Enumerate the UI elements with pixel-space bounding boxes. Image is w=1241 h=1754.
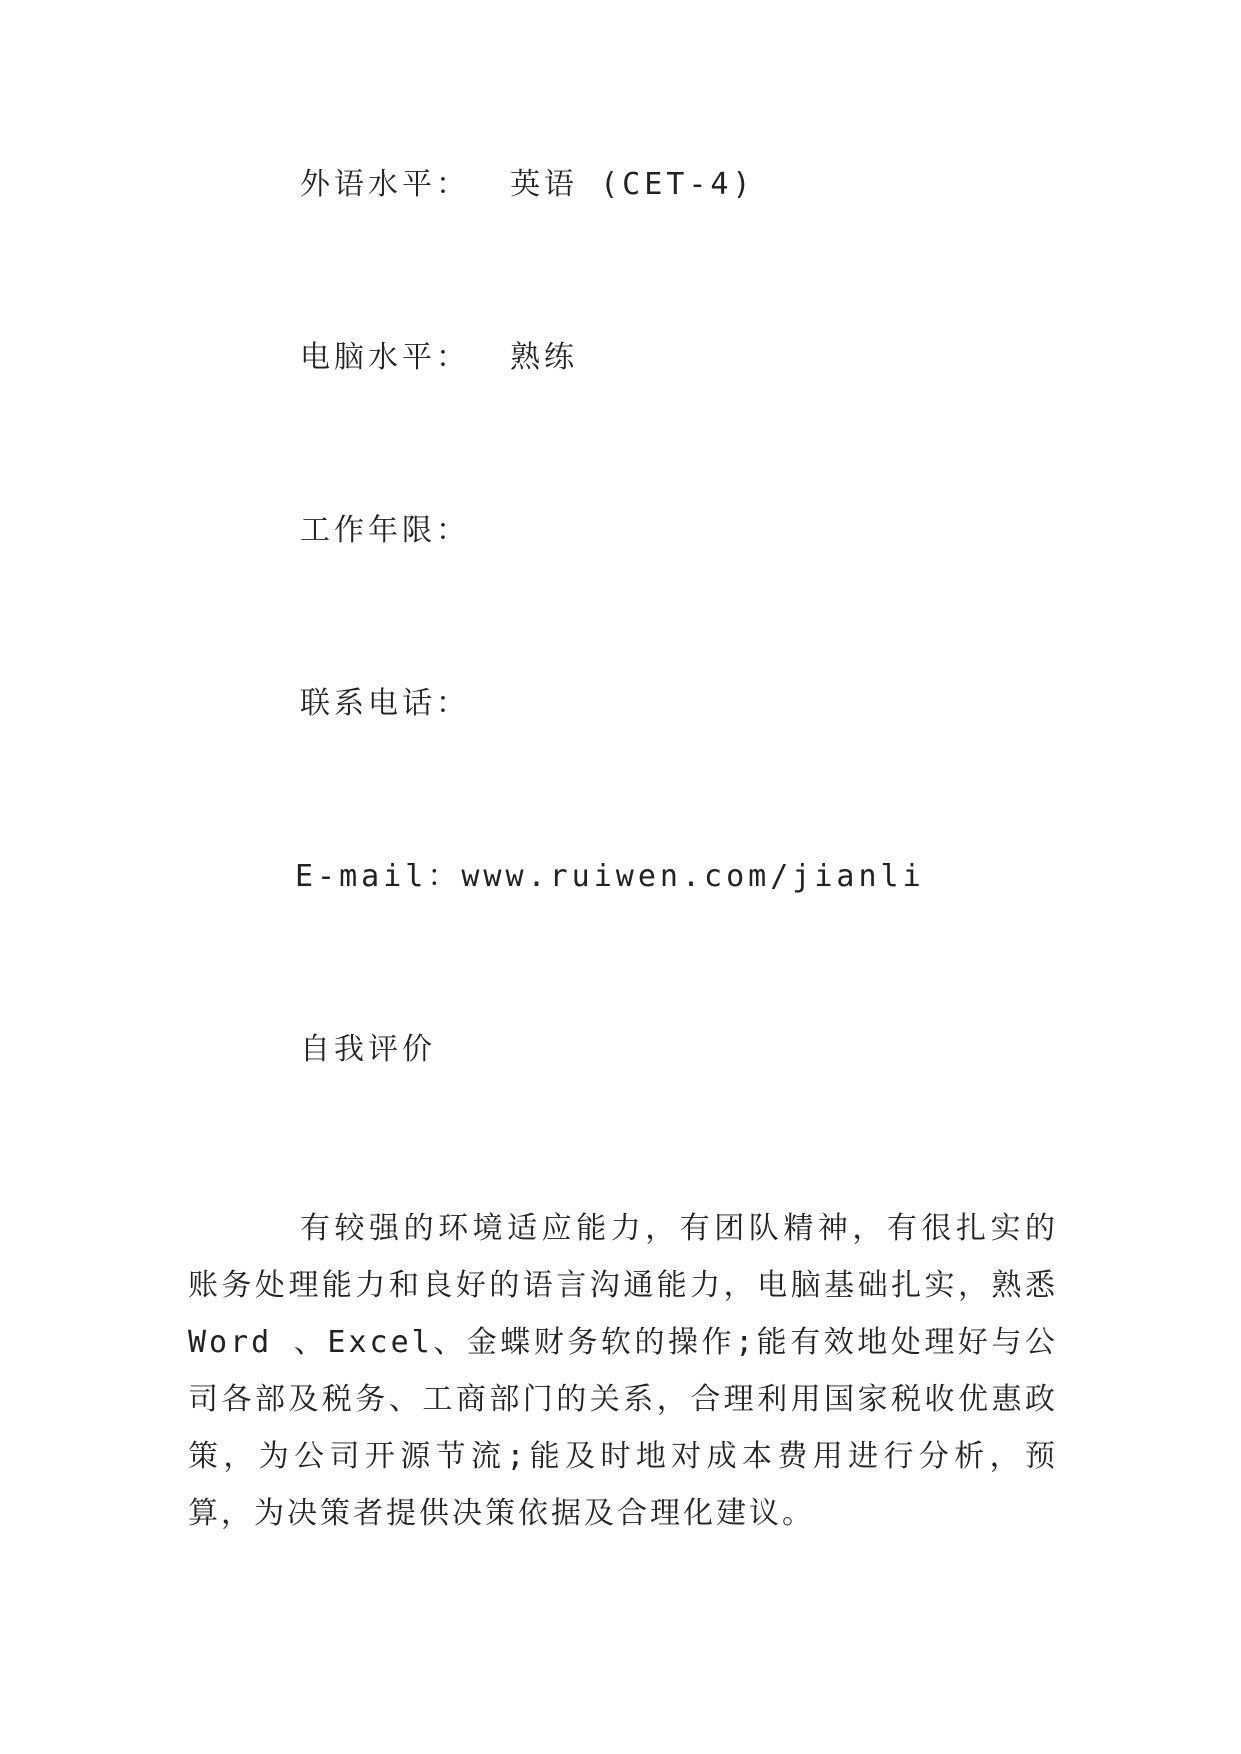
field-work-years bbox=[300, 511, 470, 551]
field-value: 熟练 bbox=[510, 340, 579, 375]
field-foreign-language bbox=[300, 165, 755, 205]
field-label: 工作年限： bbox=[300, 513, 470, 548]
field-value: 英语 (CET-4) bbox=[510, 167, 755, 202]
section-title: 自我评价 bbox=[300, 1032, 436, 1067]
field-phone bbox=[300, 684, 470, 724]
field-value: www.ruiwen.com/jianli bbox=[461, 859, 925, 894]
field-computer-level bbox=[300, 338, 578, 378]
field-label: 外语水平： bbox=[300, 167, 470, 202]
self-evaluation-paragraph: 有较强的环境适应能力，有团队精神，有很扎实的账务处理能力和良好的语言沟通能力，电脑基础扎实，熟悉Word 、Excel、金蝶财务软的操作;能有效地处理好与公司各部及税务、工商部门的关系，合理利用国家税收优惠政策，为公司开源节流;能及时地对成本费用进行分析，预算，为决策者提供决策依据及合理化建议。 bbox=[188, 1211, 1058, 1531]
field-label: E-mail： bbox=[295, 859, 462, 894]
field-label: 电脑水平： bbox=[300, 340, 470, 375]
field-email bbox=[295, 857, 925, 897]
field-label: 联系电话： bbox=[300, 686, 470, 721]
